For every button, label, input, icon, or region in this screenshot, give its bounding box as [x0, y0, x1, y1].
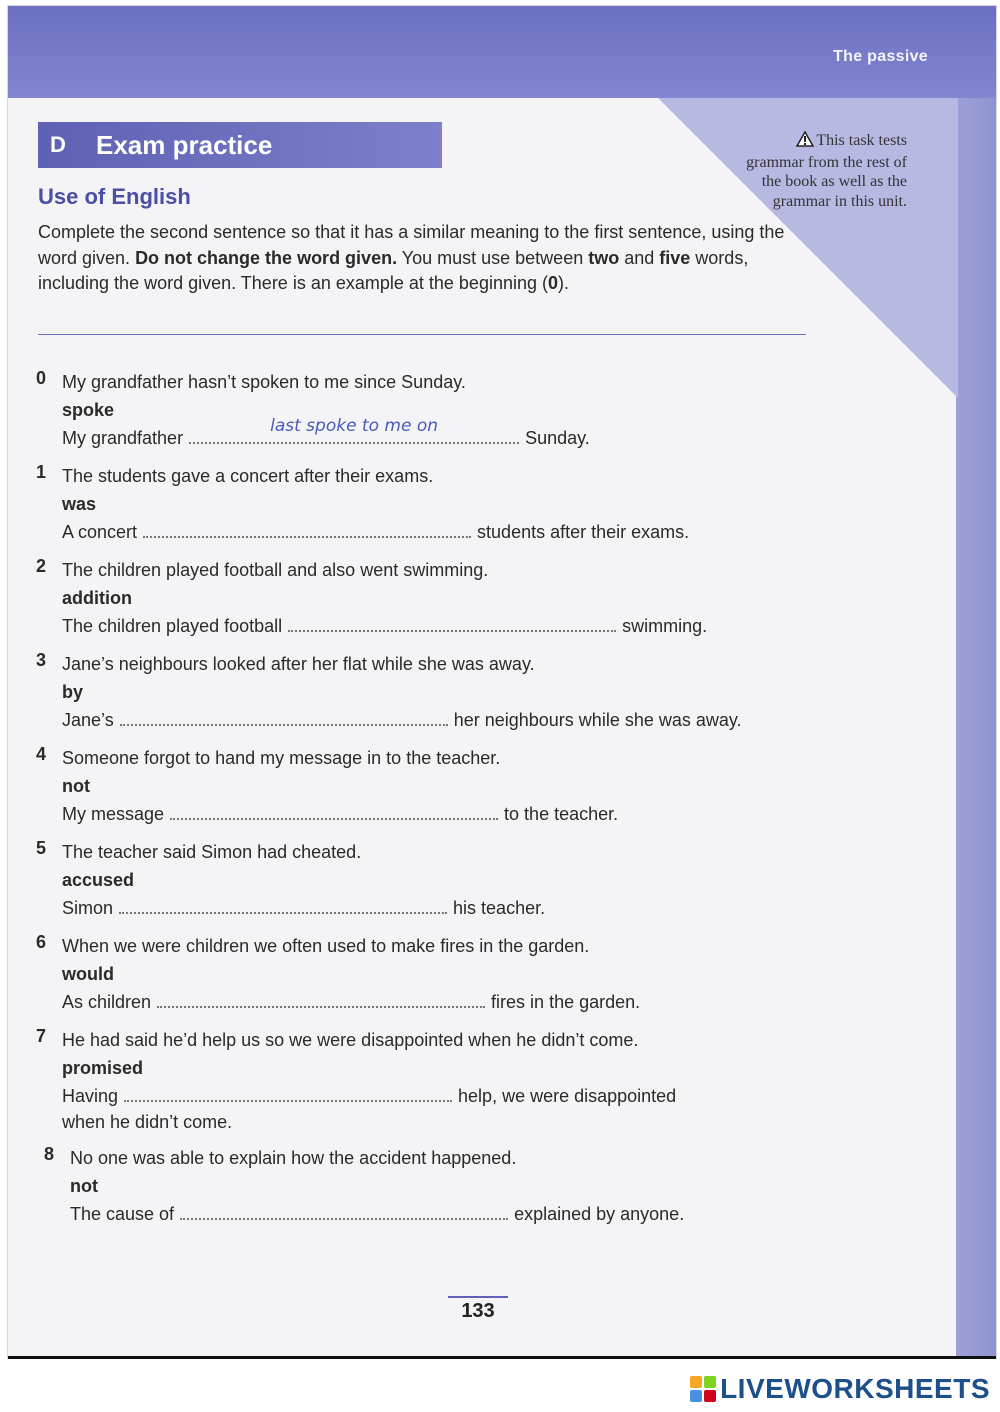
- item-number: 1: [36, 462, 47, 482]
- warning-icon: [796, 131, 814, 153]
- item-number: 4: [36, 744, 47, 764]
- bottom-rule: [8, 1356, 996, 1359]
- key-word: would: [62, 964, 114, 984]
- rewrite-line: [62, 894, 812, 922]
- rewrite-end: to the teacher.: [504, 804, 619, 824]
- rewrite-end: help, we were disappointed: [458, 1086, 677, 1106]
- rewrite-start: Having: [62, 1086, 119, 1106]
- key-word: accused: [62, 870, 135, 890]
- key-word: not: [70, 1176, 98, 1196]
- logo-square-3: [690, 1390, 702, 1402]
- logo-square-1: [690, 1376, 702, 1388]
- exercise-item-1: [32, 462, 812, 546]
- item-number: 2: [36, 556, 47, 576]
- item-number: 3: [36, 650, 47, 670]
- rewrite-end: explained by anyone.: [514, 1204, 685, 1224]
- rewrite-end: his teacher.: [453, 898, 546, 918]
- original-sentence: Someone forgot to hand my message in to the teacher.: [62, 748, 501, 768]
- exercise-list: [32, 368, 812, 1238]
- item-number: 7: [36, 1026, 47, 1046]
- divider-line: [38, 334, 806, 335]
- side-note: [742, 131, 907, 211]
- rewrite-start: A concert: [62, 522, 138, 542]
- page-number: 133: [448, 1296, 508, 1323]
- brand-logo-icon: [690, 1376, 716, 1402]
- rewrite-line: [62, 518, 812, 546]
- exercise-item-8: [40, 1144, 812, 1228]
- answer-gap[interactable]: [143, 518, 471, 538]
- original-sentence: When we were children we often used to make fires in the garden.: [62, 936, 590, 956]
- brand-text: LIVEWORKSHEETS: [720, 1373, 990, 1404]
- original-sentence: My grandfather hasn’t spoken to me since Sunday.: [62, 372, 466, 392]
- answer-gap[interactable]: [180, 1200, 508, 1220]
- exercise-item-4: [32, 744, 812, 828]
- instructions: Complete the second sentence so that it has a similar meaning to the first sentence, using the word given. Do not change the word given. You must use between two and five words, including the word given. There is an example at the beginning (0).: [38, 222, 785, 293]
- original-sentence: He had said he’d help us so we were disappointed when he didn’t come.: [62, 1030, 639, 1050]
- rewrite-start: Jane’s: [62, 710, 114, 730]
- answer-gap: [189, 416, 519, 444]
- rewrite-end: Sunday.: [525, 428, 590, 448]
- rewrite-end: fires in the garden.: [491, 992, 641, 1012]
- exercise-item-5: [32, 838, 812, 922]
- rewrite-line: [70, 1200, 812, 1228]
- answer-gap[interactable]: [124, 1082, 452, 1102]
- rewrite-start: The cause of: [70, 1204, 175, 1224]
- rewrite-line: [62, 612, 812, 640]
- example-answer: last spoke to me on: [270, 416, 439, 436]
- exercise-item-6: [32, 932, 812, 1016]
- worksheet-page: [8, 6, 996, 1358]
- brand-watermark: [690, 1373, 990, 1405]
- rewrite-end: swimming.: [622, 616, 708, 636]
- answer-gap[interactable]: [288, 612, 616, 632]
- subheading: Use of English: [38, 184, 191, 209]
- answer-gap[interactable]: [120, 706, 448, 726]
- rewrite-start: My grandfather: [62, 428, 184, 448]
- answer-gap[interactable]: [170, 800, 498, 820]
- header-band: [8, 6, 996, 98]
- rewrite-start: Simon: [62, 898, 114, 918]
- rewrite-start: My message: [62, 804, 165, 824]
- rewrite-line: [62, 1082, 812, 1110]
- original-sentence: No one was able to explain how the accident happened.: [70, 1148, 517, 1168]
- exercise-item-3: [32, 650, 812, 734]
- original-sentence: The students gave a concert after their exams.: [62, 466, 434, 486]
- rewrite-line: [62, 416, 812, 452]
- rewrite-start: The children played football: [62, 616, 283, 636]
- rewrite-line: [62, 706, 812, 734]
- answer-gap[interactable]: [157, 988, 485, 1008]
- rewrite-end: students after their exams.: [477, 522, 690, 542]
- exercise-item-7: [32, 1026, 812, 1134]
- rewrite-continuation: when he didn’t come.: [62, 1112, 233, 1132]
- rewrite-line: [62, 988, 812, 1016]
- section-header: [38, 122, 442, 168]
- section-letter: D: [50, 132, 66, 157]
- key-word: spoke: [62, 400, 115, 420]
- running-head: The passive: [833, 48, 928, 65]
- item-number: 0: [36, 368, 47, 388]
- rewrite-end: her neighbours while she was away.: [453, 710, 742, 730]
- section-title: Exam practice: [96, 129, 273, 160]
- rewrite-start: As children: [62, 992, 152, 1012]
- exercise-item-2: [32, 556, 812, 640]
- logo-square-4: [704, 1390, 716, 1402]
- side-note-text: This task tests grammar from the rest of the book as well as the grammar in this unit.: [746, 132, 907, 210]
- key-word: promised: [62, 1058, 144, 1078]
- original-sentence: The children played football and also went swimming.: [62, 560, 489, 580]
- logo-square-2: [704, 1376, 716, 1388]
- exercise-item-0: [32, 368, 812, 452]
- key-word: by: [62, 682, 84, 702]
- key-word: not: [62, 776, 90, 796]
- item-number: 5: [36, 838, 47, 858]
- key-word: was: [62, 494, 97, 514]
- original-sentence: Jane’s neighbours looked after her flat while she was away.: [62, 654, 535, 674]
- key-word: addition: [62, 588, 132, 608]
- item-number: 6: [36, 932, 47, 952]
- original-sentence: The teacher said Simon had cheated.: [62, 842, 362, 862]
- rewrite-line: [62, 800, 812, 828]
- right-edge-strip: [956, 98, 996, 1358]
- answer-gap[interactable]: [119, 894, 447, 914]
- item-number: 8: [44, 1144, 55, 1164]
